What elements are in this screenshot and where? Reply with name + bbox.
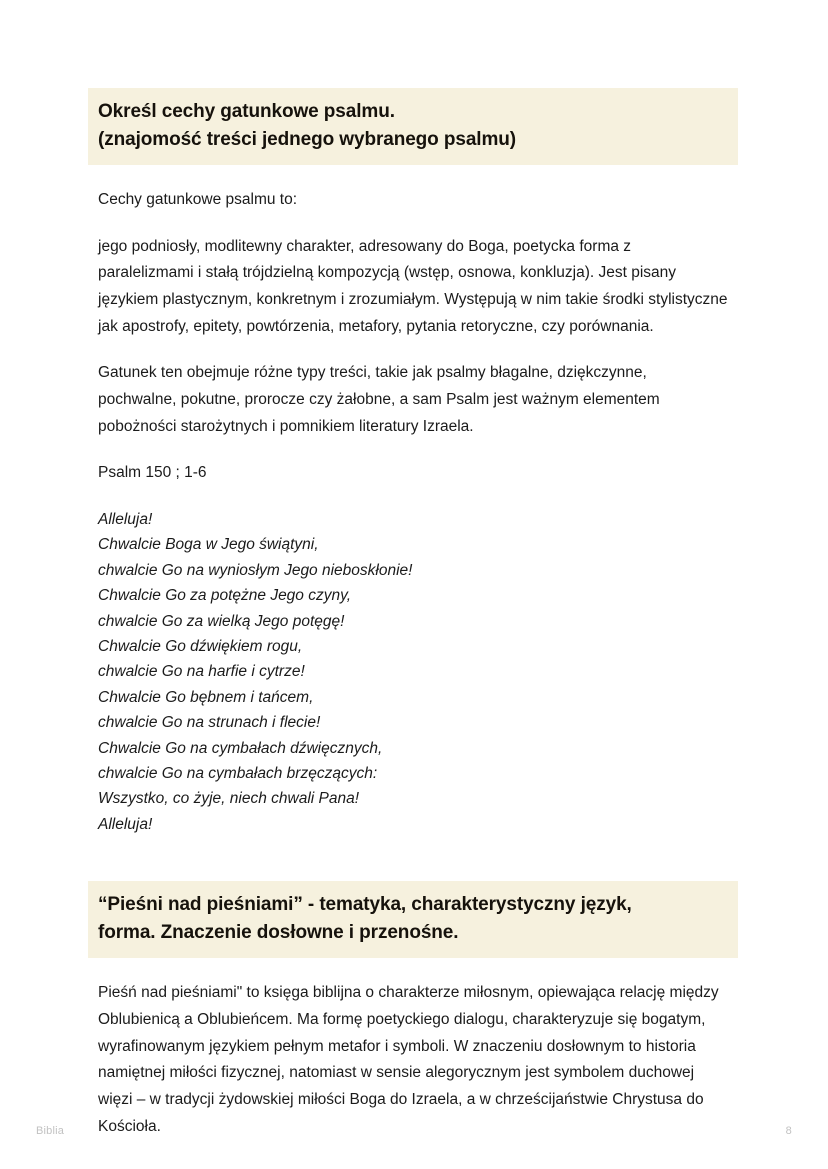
psalm-verse-line: chwalcie Go na strunach i flecie! xyxy=(98,714,321,732)
page-footer xyxy=(36,1125,792,1137)
spacer xyxy=(98,214,728,234)
psalm-verses xyxy=(98,507,728,837)
section-heading-song-of-songs-line-1: “Pieśni nad pieśniami” - tematyka, charakterystyczny język, xyxy=(98,894,632,916)
psalm-verse-line: Chwalcie Go na cymbałach dźwięcznych, xyxy=(98,739,383,757)
spacer xyxy=(98,440,728,460)
psalm-verse-line: chwalcie Go na harfie i cytrze! xyxy=(98,663,305,681)
psalm-verse-line: chwalcie Go na cymbałach brzęczących: xyxy=(98,765,378,783)
spacer xyxy=(98,165,728,187)
psalm-verse-line: Chwalcie Go bębnem i tańcem, xyxy=(98,688,314,706)
section-heading-psalm-line-2: (znajomość treści jednego wybranego psalmu) xyxy=(98,128,517,150)
psalm-verse-line: chwalcie Go za wielką Jego potęgę! xyxy=(98,612,345,630)
spacer xyxy=(98,958,728,980)
psalm-paragraph-1: jego podniosły, modlitewny charakter, adresowany do Boga, poetycka forma z paralelizmami i stałą trójdzielną kompozycją (wstęp, osnowa, konkluzja). Jest pisany językiem plastycznym, konkretnym i zrozumiałym. Występują w nim takie środki stylistyczne jak apostrofy, epitety, powtórzenia, metafory, pytania retoryczne, czy porównania. xyxy=(98,237,728,335)
section-heading-song-of-songs-line-2: forma. Znaczenie dosłowne i przenośne. xyxy=(98,921,459,943)
psalm-verse-line: Alleluja! xyxy=(98,815,153,833)
psalm-intro-text: Cechy gatunkowe psalmu to: xyxy=(98,191,298,209)
page-content xyxy=(98,88,728,1140)
spacer xyxy=(98,487,728,507)
psalm-verse-line: Chwalcie Go za potężne Jego czyny, xyxy=(98,587,352,605)
psalm-verse-line: Chwalcie Boga w Jego świątyni, xyxy=(98,536,319,554)
section-heading-song-of-songs xyxy=(88,881,738,958)
psalm-verse-line: Wszystko, co żyje, niech chwali Pana! xyxy=(98,790,360,808)
footer-document-title: Biblia xyxy=(36,1125,65,1137)
psalm-verse-line: Alleluja! xyxy=(98,511,153,528)
section-heading-psalm xyxy=(88,88,738,165)
psalm-verse-line: chwalcie Go na wyniosłym Jego nieboskłonie! xyxy=(98,561,413,579)
spacer xyxy=(98,340,728,360)
song-of-songs-paragraph-1: Pieśń nad pieśniami" to księga biblijna o charakterze miłosnym, opiewająca relację między Oblubienicą a Oblubieńcem. Ma formę poetyckiego dialogu, charakteryzuje się bogatym, wyrafinowanym językiem pełnym metafor i symboli. W znaczeniu dosłownym to historia namiętnej miłości fizycznej, natomiast w sensie alegorycznym jest symbolem duchowej więzi – w tradycji żydowskiej miłości Boga do Izraela, a w chrześcijaństwie Chrystusa do Kościoła. xyxy=(98,984,719,1135)
psalm-paragraph-2: Gatunek ten obejmuje różne typy treści, takie jak psalmy błagalne, dziękczynne, pochwalne, pokutne, prorocze czy żałobne, a sam Psalm jest ważnym elementem pobożności starożytnych i pomnikiem literatury Izraela. xyxy=(98,364,660,435)
footer-page-number: 8 xyxy=(785,1125,792,1137)
psalm-verse-line: Chwalcie Go dźwiękiem rogu, xyxy=(98,638,303,656)
psalm-reference: Psalm 150 ; 1-6 xyxy=(98,464,207,482)
section-heading-psalm-line-1: Określ cechy gatunkowe psalmu. xyxy=(98,101,395,122)
